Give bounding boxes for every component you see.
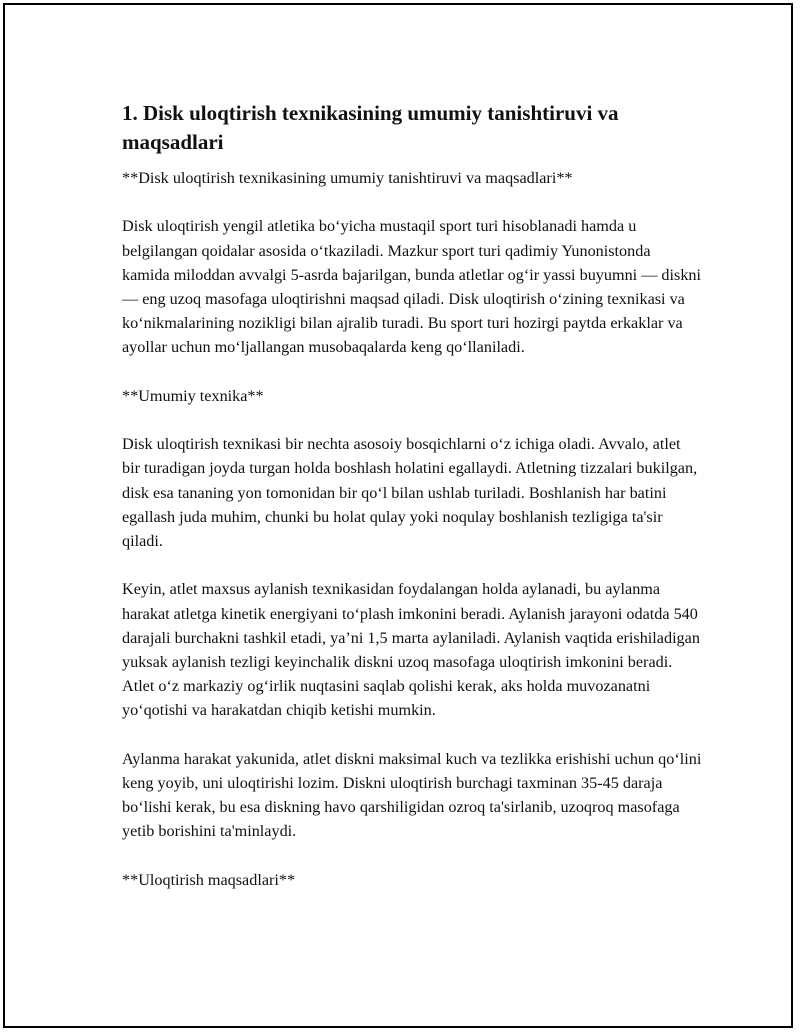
- section-heading-uloqtirish-maqsadlari: **Uloqtirish maqsadlari**: [122, 870, 296, 889]
- document-title: 1. Disk uloqtirish texnikasining umumiy tanishtiruvi va maqsadlari: [122, 101, 619, 154]
- page-frame: [3, 3, 793, 1028]
- document-body: [122, 99, 702, 892]
- technique-paragraph: Disk uloqtirish texnikasi bir nechta asosoiy bosqichlarni o‘z ichiga oladi. Avvalo, atlet bir turadigan joyda turgan holda boshlash holatini egallaydi. Atletning tizzalari bukilgan, disk esa tananing yon tomonidan bir qo‘l bilan ushlab turiladi. Boshlanish har batini egallash juda muhim, chunki bu holat qulay yoki noqulay boshlanish tezligiga ta'sir qiladi.: [122, 435, 698, 550]
- bold-heading-paragraph: **Disk uloqtirish texnikasining umumiy tanishtiruvi va maqsadlari**: [122, 169, 573, 187]
- section-heading-umumiy-texnika: **Umumiy texnika**: [122, 386, 264, 405]
- release-paragraph: Aylanma harakat yakunida, atlet diskni maksimal kuch va tezlikka erishishi uchun qo‘lini keng yoyib, uni uloqtirishi lozim. Diskni uloqtirish burchagi taxminan 35-45 daraja bo‘lishi kerak, bu esa diskning havo qarshiligidan ozroq ta'sirlanib, uzoqroq masofaga yetib borishini ta'minlaydi.: [122, 749, 702, 841]
- intro-paragraph: Disk uloqtirish yengil atletika bo‘yicha mustaqil sport turi hisoblanadi hamda u belgilangan qoidalar asosida o‘tkaziladi. Mazkur sport turi qadimiy Yunonistonda kamida miloddan avvalgi 5-asrda bajarilgan, bunda atletlar og‘ir yassi buyumni — diskni — eng uzoq masofaga uloqtirishni maqsad qiladi. Disk uloqtirish o‘zining texnikasi va ko‘nikmalarining nozikligi bilan ajralib turadi. Bu sport turi hozirgi paytda erkaklar va ayollar uchun mo‘ljallangan musobaqalarda keng qo‘llaniladi.: [122, 217, 702, 357]
- rotation-paragraph: Keyin, atlet maxsus aylanish texnikasidan foydalangan holda aylanadi, bu aylanma harakat atletga kinetik energiyani to‘plash imkonini beradi. Aylanish jarayoni odatda 540 darajali burchakni tashkil etadi, ya’ni 1,5 marta aylaniladi. Aylanish vaqtida erishiladigan yuksak aylanish tezligi keyinchalik diskni uzoq masofaga uloqtirish imkonini beradi. Atlet o‘z markaziy og‘irlik nuqtasini saqlab qolishi kerak, aks holda muvozanatni yo‘qotishi va harakatdan chiqib ketishi mumkin.: [122, 580, 700, 720]
